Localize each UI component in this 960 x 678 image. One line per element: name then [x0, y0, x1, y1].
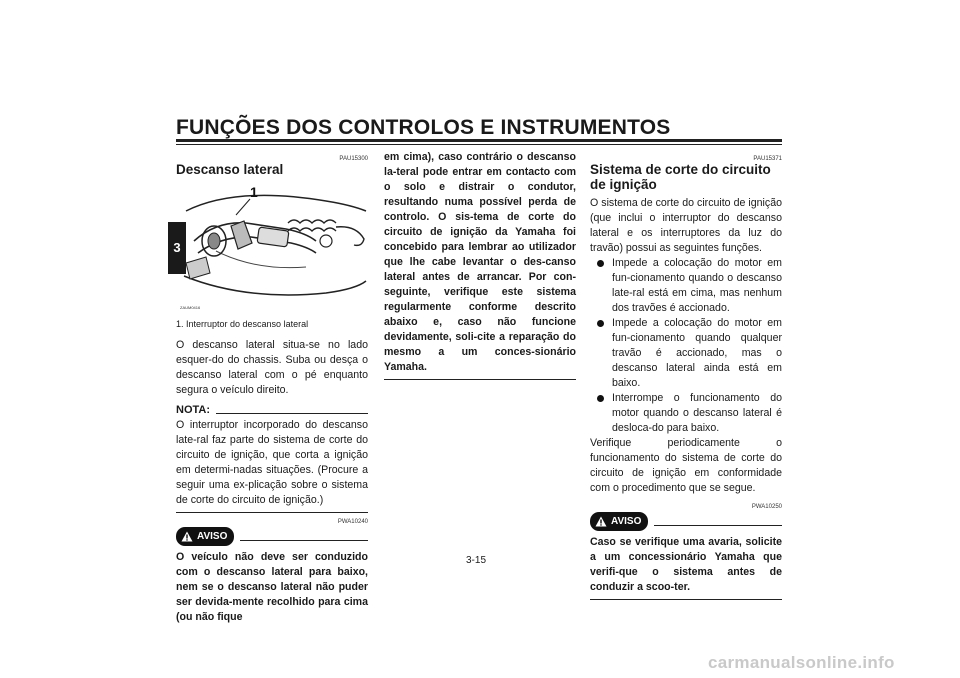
figure-callout-1: 1: [250, 184, 258, 200]
header-rule-thin: [176, 144, 782, 145]
warning-header: [176, 527, 368, 546]
warning-header: [590, 512, 782, 531]
column-left: [176, 150, 368, 625]
warning-label: AVISO: [611, 516, 642, 527]
page-title: FUNÇÕES DOS CONTROLOS E INSTRUMENTOS: [176, 116, 671, 139]
section-code: PAU15371: [753, 156, 782, 162]
figure-caption: 1. Interruptor do descanso lateral: [176, 319, 309, 329]
sidestand-drawing: [176, 181, 368, 315]
note-end-rule: [176, 512, 368, 513]
list-item: Impede a colocação do motor em fun-cionamento quando o descanso late-ral está em cima, mas nenhum dos travões é accionado.: [590, 256, 782, 316]
page-number: 3-15: [466, 555, 487, 566]
note-label: NOTA:: [176, 404, 211, 416]
ignition-intro: O sistema de corte do circuito de ignição (que inclui o interruptor do descanso lateral e os interruptores da luz do travão) possui as seguintes funções.: [590, 197, 782, 254]
watermark: carmanualsonline.info: [708, 653, 895, 672]
warning-badge: [590, 512, 648, 531]
warning-triangle-icon: [595, 516, 607, 527]
warning-code: PWA10240: [337, 519, 368, 525]
list-item: Impede a colocação do motor em fun-cionamento quando qualquer travão é accionado, mas o descanso lateral ainda está em baixo.: [590, 316, 782, 391]
figure-code: ZAUM0416: [180, 305, 201, 310]
list-item: Interrompe o funcionamento do motor quando o descanso lateral é desloca-do para baixo.: [590, 391, 782, 436]
column-right: [590, 150, 782, 602]
warning-label: AVISO: [197, 531, 228, 542]
warning-text: Caso se verifique uma avaria, solicite a um concessionário Yamaha que verifi-que o sistema antes de conduzir a scoo-ter.: [590, 536, 782, 593]
section-title-sidestand: Descanso lateral: [176, 162, 284, 177]
warning-end-rule: [384, 379, 576, 380]
ignition-check-text: Verifique periodicamente o funcionamento do sistema de corte do circuito de ignição em conformidade com o procedimento que se segue.: [590, 437, 782, 494]
warning-triangle-icon: [181, 531, 193, 542]
column-middle: [384, 150, 576, 382]
sidestand-switch-illustration: [176, 181, 368, 315]
note-text: O interruptor incorporado do descanso late-ral faz parte do sistema de corte do circuito de ignição, que corta a ignição em determi-nadas situações. (Procure a seguir uma ex-plicação sobre o sistema de corte do circuito de ignição.): [176, 419, 368, 506]
section-code: PAU15300: [339, 156, 368, 162]
chapter-tab: 3: [168, 222, 186, 274]
header-rule: [176, 139, 782, 142]
warning-continuation: em cima), caso contrário o descanso la-teral pode entrar em contacto com o solo e distrair o condutor, resultando numa possível perda de controlo. O sis-tema de corte do circuito de ignição da Yamaha foi concebido para lembrar ao utilizador que lhe cabe levantar o des-canso lateral antes de arrancar. Por con-seguinte, verifique este sistema regularmente conforme descrito abaixo e, caso não funcione devidamente, soli-cite a reparação do mesmo a um conces-sionário Yamaha.: [384, 151, 576, 373]
warning-code: PWA10250: [751, 504, 782, 510]
note-header: [176, 403, 368, 418]
sidestand-body: O descanso lateral situa-se no lado esquer-do do chassis. Suba ou desça o descanso lateral com o pé enquanto segura o veículo direito.: [176, 339, 368, 396]
function-list: [590, 256, 782, 436]
warning-text: O veículo não deve ser conduzido com o descanso lateral para baixo, nem se o descanso lateral não puder ser devida-mente recolhido para cima (ou não fique: [176, 551, 368, 623]
warning-badge: [176, 527, 234, 546]
section-title-ignition-cutoff: Sistema de corte do circuito de ignição: [590, 162, 771, 192]
warning-end-rule: [590, 599, 782, 600]
